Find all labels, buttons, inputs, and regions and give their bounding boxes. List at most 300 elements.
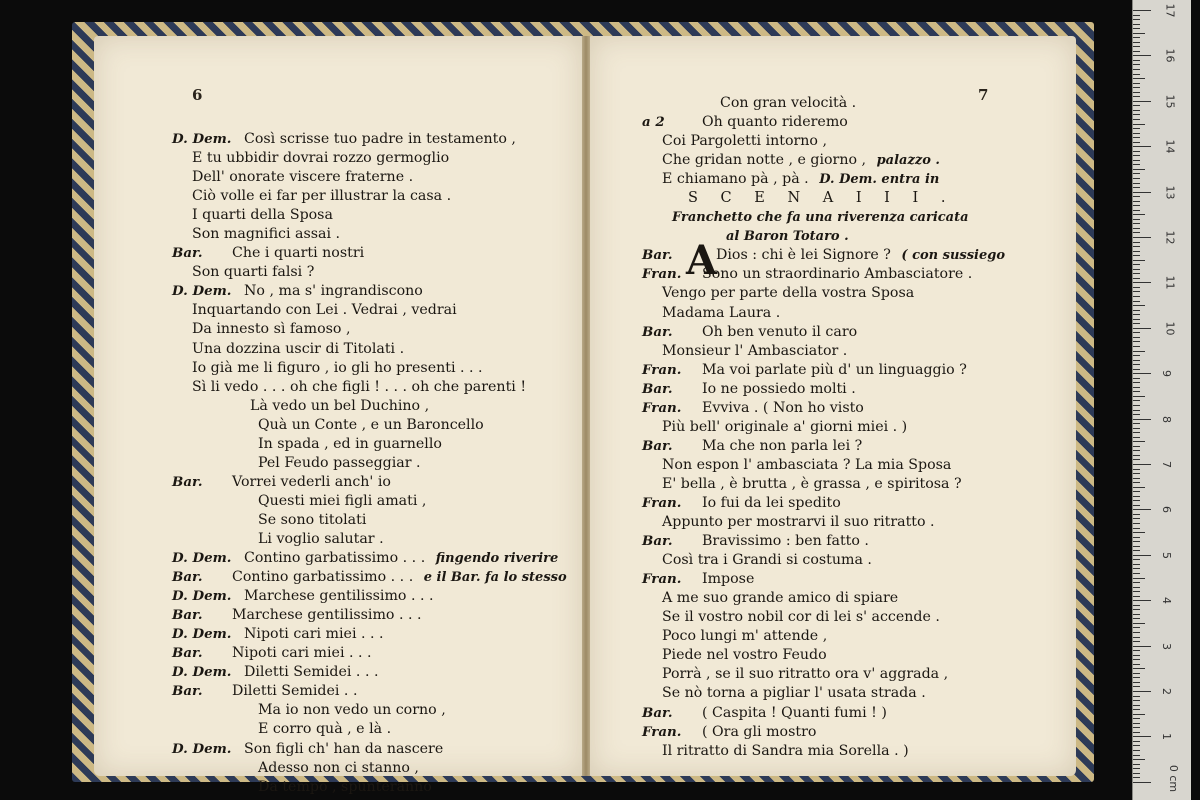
verse-text: Piede nel vostro Feudo xyxy=(662,647,827,664)
ruler-tick xyxy=(1133,705,1140,706)
ruler-tick xyxy=(1133,714,1145,715)
ruler-tick xyxy=(1133,582,1140,583)
ruler-tick xyxy=(1133,201,1140,202)
speaker-label: D. Dem. xyxy=(172,550,232,567)
ruler-tick xyxy=(1133,114,1140,115)
speaker-label: D. Dem. xyxy=(172,626,232,643)
speaker-label: D. Dem. xyxy=(172,131,232,147)
ruler-tick xyxy=(1133,596,1140,597)
ruler-tick xyxy=(1133,246,1140,247)
ruler-tick xyxy=(1133,260,1145,261)
ruler-tick xyxy=(1133,664,1140,665)
stage-direction-inline: e il Bar. fa lo stesso xyxy=(423,570,567,586)
ruler-tick xyxy=(1133,609,1140,610)
ruler-tick xyxy=(1133,410,1140,411)
ruler-number: 8 xyxy=(1160,415,1173,423)
speaker-label: Bar. xyxy=(642,533,673,550)
ruler-tick xyxy=(1133,110,1140,111)
ruler-tick xyxy=(1133,623,1145,624)
ruler-tick xyxy=(1133,10,1151,11)
verse-text: Da innesto sì famoso , xyxy=(192,321,351,338)
speaker-label: Bar. xyxy=(642,323,673,340)
ruler-tick xyxy=(1133,51,1140,52)
ruler-tick xyxy=(1133,19,1140,20)
stage-direction-inline: ( con sussiego xyxy=(901,248,1006,264)
ruler-tick xyxy=(1133,459,1140,460)
ruler-number: 9 xyxy=(1160,370,1173,378)
ruler-tick xyxy=(1133,750,1140,751)
ruler-tick xyxy=(1133,419,1151,420)
ruler-tick xyxy=(1133,736,1151,737)
text-line xyxy=(642,532,1068,551)
verse-text: Nipoti cari miei . . . xyxy=(232,645,372,662)
ruler-number: 10 xyxy=(1163,321,1177,336)
ruler-tick xyxy=(1133,659,1140,660)
ruler-tick xyxy=(1133,355,1140,356)
ruler-tick xyxy=(1133,682,1140,683)
stage-direction: al Baron Totaro . xyxy=(726,229,849,245)
ruler-tick xyxy=(1133,105,1140,106)
text-line xyxy=(642,608,1068,627)
speaker-label: D. Dem. xyxy=(172,740,232,757)
ruler-number: 6 xyxy=(1160,506,1173,514)
text-line xyxy=(172,301,572,320)
ruler-tick xyxy=(1133,232,1140,233)
verse-text: Ma che non parla lei ? xyxy=(702,437,863,454)
verse-text: Coi Pargoletti intorno , xyxy=(662,133,827,150)
ruler-tick xyxy=(1133,142,1140,143)
ruler-tick xyxy=(1133,305,1145,306)
ruler-tick xyxy=(1133,310,1140,311)
ruler-tick xyxy=(1133,237,1151,238)
verse-text: Bravissimo : ben fatto . xyxy=(702,533,869,550)
ruler-tick xyxy=(1133,42,1140,43)
ruler-tick xyxy=(1133,469,1140,470)
ruler-tick xyxy=(1133,514,1140,515)
ruler-tick xyxy=(1133,341,1140,342)
ruler-tick xyxy=(1133,169,1145,170)
stage-direction-inline: D. Dem. entra in xyxy=(819,172,940,188)
ruler-tick xyxy=(1133,128,1140,129)
verse-text: Monsieur l' Ambasciator . xyxy=(662,342,848,359)
verse-text: Io ne possiedo molti . xyxy=(702,380,856,397)
verse-text: A me suo grande amico di spiare xyxy=(662,590,899,607)
ruler-tick xyxy=(1133,555,1151,556)
ruler-number: 16 xyxy=(1163,48,1177,63)
text-line xyxy=(172,492,572,511)
verse-text: Diletti Semidei . . . xyxy=(244,664,379,681)
text-line xyxy=(642,513,1068,532)
verse-text: I quarti della Sposa xyxy=(192,207,333,224)
verse-text: Son figli ch' han da nascere xyxy=(244,740,444,757)
text-line xyxy=(642,475,1068,494)
ruler-tick xyxy=(1133,133,1140,134)
ruler-tick xyxy=(1133,518,1140,519)
ruler-tick xyxy=(1133,151,1140,152)
ruler-tick xyxy=(1133,532,1145,533)
ruler-tick xyxy=(1133,491,1140,492)
text-line xyxy=(642,399,1068,418)
text-line xyxy=(642,304,1068,323)
text-line xyxy=(172,378,572,397)
ruler-tick xyxy=(1133,614,1140,615)
speaker-label: Bar. xyxy=(172,683,203,700)
ruler-tick xyxy=(1133,287,1140,288)
ruler-tick xyxy=(1133,400,1140,401)
ruler-number: 3 xyxy=(1160,642,1173,650)
ruler-tick xyxy=(1133,568,1140,569)
ruler-tick xyxy=(1133,478,1140,479)
ruler-tick xyxy=(1133,137,1140,138)
verse-text: Sì li vedo . . . oh che figli ! . . . oh che parenti ! xyxy=(192,378,527,395)
verse-text: Appunto per mostrarvi il suo ritratto . xyxy=(662,514,935,531)
verse-text: Impose xyxy=(702,571,755,588)
ruler-tick xyxy=(1133,369,1140,370)
text-line xyxy=(172,530,572,549)
text-line xyxy=(642,380,1068,399)
verse-text: Così scrisse tuo padre in testamento , xyxy=(244,131,516,147)
verse-text: Contino garbatissimo . . . fingendo riverire xyxy=(244,550,559,567)
text-line xyxy=(642,589,1068,608)
text-line xyxy=(642,437,1068,456)
ruler-tick xyxy=(1133,500,1140,501)
ruler-tick xyxy=(1133,146,1151,147)
scene-heading: S C E N A I I I . xyxy=(688,190,955,207)
ruler-tick xyxy=(1133,83,1140,84)
page-number-left: 6 xyxy=(192,86,203,104)
speaker-label: D. Dem. xyxy=(172,588,232,605)
verse-text: No , ma s' ingrandiscono xyxy=(244,283,423,300)
right-text-column xyxy=(642,94,1068,761)
text-line xyxy=(172,549,572,568)
ruler-tick xyxy=(1133,291,1140,292)
speaker-label: Bar. xyxy=(172,245,203,262)
ruler-tick xyxy=(1133,777,1140,778)
text-line xyxy=(172,682,572,701)
text-line xyxy=(172,454,572,473)
ruler-tick xyxy=(1133,732,1140,733)
ruler-tick xyxy=(1133,46,1140,47)
ruler-tick xyxy=(1133,223,1140,224)
ruler-tick xyxy=(1133,264,1140,265)
ruler-tick xyxy=(1133,319,1140,320)
verse-text: ( Ora gli mostro xyxy=(702,723,817,740)
verse-text: ( Caspita ! Quanti fumi ! ) xyxy=(702,704,887,721)
text-line xyxy=(642,94,1068,113)
speaker-label: Fran. xyxy=(642,494,682,511)
ruler-tick xyxy=(1133,446,1140,447)
verse-text: Là vedo un bel Duchino , xyxy=(250,397,430,414)
ruler-tick xyxy=(1133,496,1140,497)
ruler-tick xyxy=(1133,87,1140,88)
measuring-ruler xyxy=(1132,0,1191,800)
ruler-tick xyxy=(1133,210,1140,211)
ruler-tick xyxy=(1133,759,1145,760)
ruler-tick xyxy=(1133,196,1140,197)
verse-text: Che i quarti nostri xyxy=(232,245,365,262)
verse-text: Io già me li figuro , io gli ho presenti . . . xyxy=(192,359,483,376)
ruler-tick xyxy=(1133,92,1140,93)
verse-text: Vengo per parte della vostra Sposa xyxy=(662,285,915,302)
ruler-tick xyxy=(1133,214,1145,215)
left-text-column xyxy=(172,130,572,797)
ruler-tick xyxy=(1133,332,1140,333)
text-line xyxy=(172,168,572,187)
text-line xyxy=(642,723,1068,742)
ruler-tick xyxy=(1133,391,1140,392)
ruler-tick xyxy=(1133,273,1140,274)
ruler-number: 2 xyxy=(1160,688,1173,695)
ruler-tick xyxy=(1133,228,1140,229)
speaker-label: Fran. xyxy=(642,266,682,283)
text-line xyxy=(642,208,1068,227)
text-line xyxy=(642,704,1068,723)
verse-text: Così tra i Grandi si costuma . xyxy=(662,552,872,569)
text-line xyxy=(642,418,1068,437)
text-line xyxy=(172,606,572,625)
ruler-tick xyxy=(1133,745,1140,746)
ruler-tick xyxy=(1133,33,1145,34)
ruler-number: 14 xyxy=(1163,139,1177,154)
text-line xyxy=(172,416,572,435)
speaker-label: D. Dem. xyxy=(172,664,232,681)
text-line xyxy=(642,742,1068,761)
text-line xyxy=(642,646,1068,665)
ruler-tick xyxy=(1133,414,1140,415)
ruler-tick xyxy=(1133,509,1151,510)
ruler-tick xyxy=(1133,641,1140,642)
verse-text: Oh quanto rideremo xyxy=(702,114,848,131)
ruler-tick xyxy=(1133,709,1140,710)
ruler-tick xyxy=(1133,482,1140,483)
ruler-tick xyxy=(1133,650,1140,651)
ruler-number: 4 xyxy=(1160,597,1173,605)
ruler-tick xyxy=(1133,314,1140,315)
ruler-tick xyxy=(1133,242,1140,243)
ruler-tick xyxy=(1133,328,1151,329)
stage-direction: Franchetto che fa una riverenza caricata xyxy=(672,210,969,226)
ruler-tick xyxy=(1133,768,1140,769)
ruler-tick xyxy=(1133,64,1140,65)
ruler-tick xyxy=(1133,364,1140,365)
ruler-tick xyxy=(1133,428,1140,429)
ruler-tick xyxy=(1133,373,1151,374)
ruler-tick xyxy=(1133,523,1140,524)
verse-text: Madama Laura . xyxy=(662,304,781,321)
ruler-tick xyxy=(1133,69,1140,70)
ruler-tick xyxy=(1133,251,1140,252)
text-line xyxy=(172,663,572,682)
text-line xyxy=(172,568,572,587)
verse-text: Dios : chi è lei Signore ? ( con sussiego xyxy=(716,247,1006,264)
ruler-tick xyxy=(1133,301,1140,302)
ruler-tick xyxy=(1133,219,1140,220)
ruler-tick xyxy=(1133,727,1140,728)
text-line xyxy=(642,113,1068,132)
text-line xyxy=(642,284,1068,303)
text-line xyxy=(172,320,572,339)
ruler-tick xyxy=(1133,96,1140,97)
ruler-tick xyxy=(1133,655,1140,656)
ruler-tick xyxy=(1133,378,1140,379)
verse-text: Evviva . ( Non ho visto xyxy=(702,399,864,416)
ruler-tick xyxy=(1133,505,1140,506)
ruler-tick xyxy=(1133,564,1140,565)
text-line xyxy=(172,263,572,282)
ruler-tick xyxy=(1133,605,1140,606)
verse-text: Che gridan notte , e giorno , palazzo . xyxy=(662,152,940,169)
ruler-tick xyxy=(1133,178,1140,179)
ruler-tick xyxy=(1133,696,1140,697)
ruler-tick xyxy=(1133,396,1145,397)
verse-text: Li voglio salutar . xyxy=(258,530,384,547)
speaker-label: Fran. xyxy=(642,723,682,740)
verse-text: Se nò torna a pigliar l' usata strada . xyxy=(662,685,926,702)
speaker-label: Fran. xyxy=(642,571,682,588)
ruler-tick xyxy=(1133,673,1140,674)
ruler-tick xyxy=(1133,741,1140,742)
text-line xyxy=(172,359,572,378)
text-line xyxy=(642,323,1068,342)
ruler-tick xyxy=(1133,192,1151,193)
right-page xyxy=(590,36,1076,776)
text-line xyxy=(172,206,572,225)
ruler-tick xyxy=(1133,541,1140,542)
ruler-tick xyxy=(1133,119,1140,120)
text-line xyxy=(172,778,572,797)
speaker-label: Fran. xyxy=(642,361,682,378)
ruler-tick xyxy=(1133,782,1151,783)
text-line xyxy=(642,189,1068,208)
page-number-right: 7 xyxy=(978,86,989,104)
verse-text: Ma voi parlate più d' un linguaggio ? xyxy=(702,361,967,378)
ruler-tick xyxy=(1133,487,1145,488)
ruler-tick xyxy=(1133,764,1140,765)
verse-text: E' bella , è brutta , è grassa , e spiritosa ? xyxy=(662,475,962,492)
verse-text: Il ritratto di Sandra mia Sorella . ) xyxy=(662,742,909,759)
verse-text: Nipoti cari miei . . . xyxy=(244,626,384,643)
verse-text: Son magnifici assai . xyxy=(192,226,341,243)
ruler-tick xyxy=(1133,432,1140,433)
verse-text: E corro quà , e là . xyxy=(258,721,392,738)
text-line xyxy=(172,149,572,168)
verse-text: Marchese gentilissimo . . . xyxy=(244,588,434,605)
verse-text: Ciò volle ei far per illustrar la casa . xyxy=(192,188,452,205)
ruler-tick xyxy=(1133,405,1140,406)
verse-text: Poco lungi m' attende , xyxy=(662,628,828,645)
verse-text: Inquartando con Lei . Vedrai , vedrai xyxy=(192,302,457,319)
text-line xyxy=(642,132,1068,151)
verse-text: Da tempo , spunteranno xyxy=(258,778,432,795)
ruler-tick xyxy=(1133,718,1140,719)
verse-text: Contino garbatissimo . . . e il Bar. fa lo stesso xyxy=(232,569,567,586)
verse-text: Pel Feudo passeggiar . xyxy=(258,454,421,471)
ruler-tick xyxy=(1133,173,1140,174)
ruler-tick xyxy=(1133,646,1151,647)
text-line xyxy=(642,361,1068,380)
ruler-number: 11 xyxy=(1163,275,1177,290)
text-line xyxy=(172,759,572,778)
ruler-tick xyxy=(1133,637,1140,638)
speaker-label: Bar. xyxy=(642,380,673,397)
verse-text: Quà un Conte , e un Baroncello xyxy=(258,416,484,433)
text-line xyxy=(172,740,572,759)
ruler-tick xyxy=(1133,546,1140,547)
text-line xyxy=(642,627,1068,646)
speaker-label: Bar. xyxy=(172,645,203,662)
ruler-number: 5 xyxy=(1160,551,1173,559)
ruler-tick xyxy=(1133,578,1145,579)
ruler-tick xyxy=(1133,618,1140,619)
verse-text: Vorrei vederli anch' io xyxy=(232,473,391,490)
text-line xyxy=(172,397,572,416)
verse-text: E chiamano pà , pà . D. Dem. entra in xyxy=(662,171,940,188)
ruler-tick xyxy=(1133,124,1145,125)
ruler-tick xyxy=(1133,205,1140,206)
verse-text: Porrà , se il suo ritratto ora v' aggrada , xyxy=(662,666,949,683)
verse-text: Oh ben venuto il caro xyxy=(702,323,858,340)
ruler-tick xyxy=(1133,591,1140,592)
ruler-tick xyxy=(1133,74,1140,75)
text-line xyxy=(172,720,572,739)
ruler-number: 17 xyxy=(1163,3,1177,18)
ruler-tick xyxy=(1133,360,1140,361)
speaker-label: Bar. xyxy=(642,704,673,721)
text-line xyxy=(172,244,572,263)
ruler-tick xyxy=(1133,183,1140,184)
ruler-tick xyxy=(1133,160,1140,161)
ruler-number: 13 xyxy=(1163,185,1177,200)
ruler-number: 1 xyxy=(1160,733,1173,741)
speaker-label: Fran. xyxy=(642,399,682,416)
ruler-tick xyxy=(1133,528,1140,529)
ruler-tick xyxy=(1133,677,1140,678)
ruler-tick xyxy=(1133,255,1140,256)
verse-text: Se sono titolati xyxy=(258,511,367,528)
ruler-tick xyxy=(1133,346,1140,347)
ruler-tick xyxy=(1133,668,1145,669)
verse-text: Più bell' originale a' giorni miei . ) xyxy=(662,418,908,435)
stage-direction-inline: fingendo riverire xyxy=(435,551,559,567)
ruler-tick xyxy=(1133,559,1140,560)
ruler-tick xyxy=(1133,423,1140,424)
ruler-unit-label: 0 cm xyxy=(1167,764,1181,793)
ruler-tick xyxy=(1133,187,1140,188)
ruler-tick xyxy=(1133,627,1140,628)
ruler-tick xyxy=(1133,323,1140,324)
ruler-tick xyxy=(1133,351,1145,352)
ruler-tick xyxy=(1133,441,1145,442)
speaker-label: Bar. xyxy=(172,569,203,586)
ruler-tick xyxy=(1133,382,1140,383)
ruler-tick xyxy=(1133,723,1140,724)
left-page xyxy=(94,36,582,795)
text-line xyxy=(642,665,1068,684)
verse-text: Con gran velocità . xyxy=(720,95,857,111)
verse-text: Sono un straordinario Ambasciatore . xyxy=(702,266,973,283)
ruler-tick xyxy=(1133,773,1140,774)
ruler-tick xyxy=(1133,155,1140,156)
drop-cap: A xyxy=(686,237,718,285)
text-line xyxy=(642,494,1068,513)
verse-text: E tu ubbidir dovrai rozzo germoglio xyxy=(192,150,450,167)
verse-text: Diletti Semidei . . xyxy=(232,683,358,700)
speaker-label: Bar. xyxy=(172,473,203,490)
ruler-tick xyxy=(1133,473,1140,474)
verse-text: Se il vostro nobil cor di lei s' accende . xyxy=(662,609,940,626)
speaker-label: a 2 xyxy=(642,114,665,131)
ruler-tick xyxy=(1133,55,1151,56)
